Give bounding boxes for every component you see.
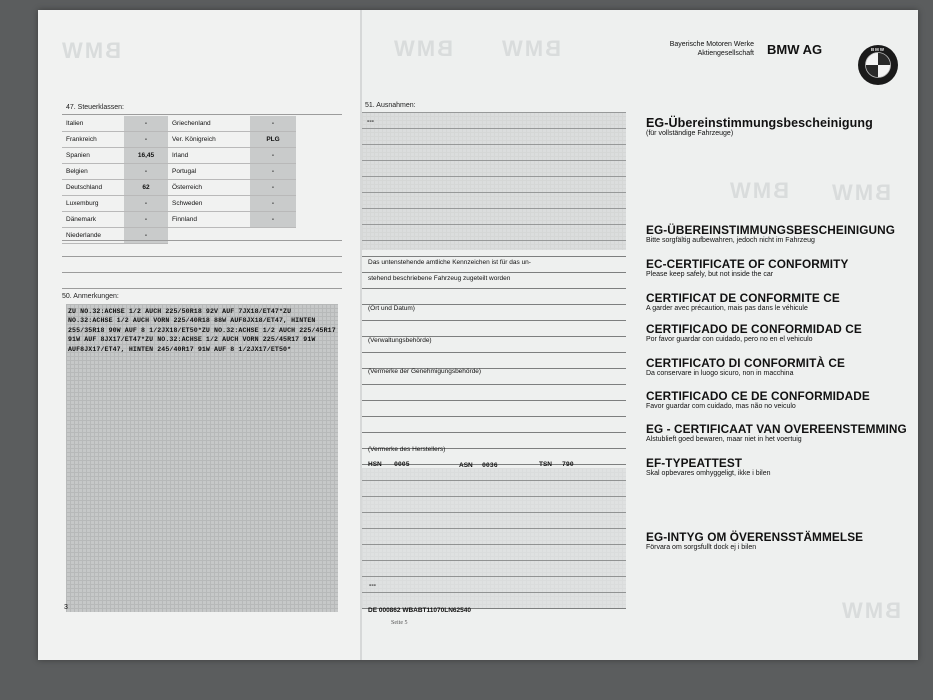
tax-row [62, 132, 296, 148]
watermark-text: BMW [840, 598, 901, 623]
remarks-section-label: 50. Anmerkungen: [62, 293, 119, 300]
certificate-entry [646, 223, 895, 244]
country-name [168, 228, 250, 244]
asn-value: 0036 [482, 462, 498, 469]
tax-value: - [250, 164, 296, 180]
right-page-label: Seite 5 [391, 620, 408, 626]
certificate-instruction: Please keep safely, but not inside the car [646, 271, 774, 278]
tax-value: 62 [124, 180, 168, 196]
registration-note-line-1: Das untenstehende amtliche Kennzeichen ist für das un- [368, 259, 531, 266]
country-name: Belgien [62, 164, 124, 180]
tax-row [62, 180, 296, 196]
brand-name: BMW AG [767, 42, 823, 57]
company-line-2: Aktiengesellschaft [697, 50, 754, 57]
tax-value: 16,45 [124, 148, 168, 164]
country-name: Ver. Königreich [168, 132, 250, 148]
divider [62, 288, 342, 289]
divider [62, 256, 342, 257]
tax-row [62, 228, 296, 244]
tax-value: - [124, 164, 168, 180]
ruled-line [362, 256, 626, 257]
watermark-text: BMW [830, 180, 891, 205]
main-certificate-title: EG-Übereinstimmungsbescheinigung [646, 116, 873, 130]
ruled-line [362, 352, 626, 353]
certificate-title: EC-CERTIFICATE OF CONFORMITY [646, 257, 849, 271]
watermark-text: BMW [392, 36, 453, 61]
country-name: Deutschland [62, 180, 124, 196]
country-name: Spanien [62, 148, 124, 164]
certificate-title: CERTIFICADO DE CONFORMIDAD CE [646, 322, 862, 336]
country-name: Irland [168, 148, 250, 164]
bmw-logo-icon [858, 45, 898, 85]
left-page-number: 3 [64, 604, 68, 611]
tax-value [250, 228, 296, 244]
country-name: Österreich [168, 180, 250, 196]
company-line-1: Bayerische Motoren Werke [669, 41, 754, 48]
main-certificate-heading [646, 116, 873, 137]
certificate-entry [646, 291, 840, 312]
certificate-instruction: Alstublieft goed bewaren, maar niet in het voertuig [646, 436, 802, 443]
tax-value: - [124, 132, 168, 148]
country-name: Portugal [168, 164, 250, 180]
certificate-title: EF-TYPEATTEST [646, 456, 743, 470]
bottom-dash: --- [369, 582, 376, 589]
approval-note-label: (Vermerke der Genehmigungsbehörde) [368, 368, 482, 375]
tax-value: - [250, 196, 296, 212]
svg-text:BMW: BMW [871, 47, 885, 53]
tsn-label: TSN [539, 461, 552, 468]
ruled-line [362, 416, 626, 417]
document-id: DE 000862 WBABT11070LN62540 [368, 607, 471, 614]
country-name: Italien [62, 116, 124, 132]
tax-value: - [124, 116, 168, 132]
watermark-text: BMW [728, 178, 789, 203]
ruled-line [362, 400, 626, 401]
tax-value: PLG [250, 132, 296, 148]
certificate-instruction: Skal opbevares omhyggeligt, ikke i bilen [646, 470, 771, 477]
certificate-instruction: A garder avec précaution, mais pas dans le véhicule [646, 305, 808, 312]
country-name: Frankreich [62, 132, 124, 148]
tax-row [62, 212, 296, 228]
country-name: Niederlande [62, 228, 124, 244]
certificate-title: CERTIFICADO CE DE CONFORMIDADE [646, 389, 870, 403]
tax-value: - [124, 196, 168, 212]
certificate-title: EG-INTYG OM ÖVERENSSTÄMMELSE [646, 530, 864, 544]
tax-row [62, 116, 296, 132]
certificate-entry [646, 356, 845, 377]
certificate-entry [646, 322, 862, 343]
ruled-line [362, 320, 626, 321]
certificate-title: CERTIFICATO DI CONFORMITÀ CE [646, 356, 845, 370]
ruled-line [362, 384, 626, 385]
certificate-instruction: Förvara om sorgsfullt dock ej i bilen [646, 544, 757, 551]
divider [62, 272, 342, 273]
tax-row [62, 148, 296, 164]
certificate-entry [646, 257, 848, 278]
tsn-value: 790 [562, 461, 574, 468]
manufacturer-shaded-area [362, 468, 626, 608]
certificate-entry [646, 456, 771, 477]
watermark-text: BMW [500, 36, 561, 61]
exceptions-dash: --- [367, 118, 374, 125]
exceptions-section-label: 51. Ausnahmen: [365, 102, 416, 109]
country-name: Finnland [168, 212, 250, 228]
country-name: Luxemburg [62, 196, 124, 212]
hsn-label: HSN [368, 461, 382, 468]
remarks-text: ZU NO.32:ACHSE 1/2 AUCH 225/50R18 92V AUF 7JX18/ET47*ZU NO.32:ACHSE 1/2 AUCH VORN 225/40R18 88W AUF8JX18/ET47, HINTEN 255/35R18 90W AUF 8 1/2JX18/ET50*ZU NO.32:ACHSE 1/2 AUCH 225/45R17 91W AUF 8JX17/ET47*ZU NO.32:ACHSE 1/2 AUCH VORN 225/45R17 91W AUF8JX17/ET47, HINTEN 245/40R17 91W AUF 8 1/2JX17/ET50* [68, 308, 336, 353]
ruled-line [362, 432, 626, 433]
country-name: Dänemark [62, 212, 124, 228]
exceptions-shaded-area [362, 112, 626, 250]
certificate-entry [646, 389, 870, 410]
certificate-title: EG - CERTIFICAAT VAN OVEREENSTEMMING [646, 422, 907, 436]
ruled-line [362, 272, 626, 273]
company-name [650, 40, 754, 58]
certificate-title: CERTIFICAT DE CONFORMITE CE [646, 291, 840, 305]
watermark-text: BMW [60, 38, 121, 63]
country-name: Schweden [168, 196, 250, 212]
tax-row [62, 196, 296, 212]
tax-value: - [250, 148, 296, 164]
main-certificate-subtitle: (für vollständige Fahrzeuge) [646, 130, 734, 137]
tax-section-label: 47. Steuerklassen: [66, 104, 124, 111]
tax-row [62, 164, 296, 180]
exceptions-box [362, 112, 626, 612]
tax-value: - [250, 212, 296, 228]
admin-authority-label: (Verwaltungsbehörde) [368, 337, 432, 344]
certificate-instruction: Bitte sorgfältig aufbewahren, jedoch nicht im Fahrzeug [646, 237, 815, 244]
tax-value: - [124, 228, 168, 244]
certificate-entry [646, 422, 907, 443]
divider [62, 240, 342, 241]
country-name: Griechenland [168, 116, 250, 132]
divider [62, 114, 342, 115]
registration-note-line-2: stehend beschriebene Fahrzeug zugeteilt worden [368, 275, 511, 282]
certificate-title: EG-ÜBEREINSTIMMUNGSBESCHEINIGUNG [646, 223, 895, 237]
certificate-instruction: Favor guardar com cuidado, mas não no veiculo [646, 403, 796, 410]
tax-value: - [250, 180, 296, 196]
place-date-label: (Ort und Datum) [368, 305, 415, 312]
tax-value: - [124, 212, 168, 228]
certificate-instruction: Da conservare in luogo sicuro, non in macchina [646, 370, 794, 377]
manufacturer-note-label: (Vermerke des Herstellers) [368, 446, 446, 453]
tax-classes-table [62, 116, 296, 244]
tax-value: - [250, 116, 296, 132]
certificate-entry [646, 530, 863, 551]
ruled-line [362, 288, 626, 289]
asn-label: ASN [459, 462, 473, 469]
hsn-value: 0005 [394, 461, 410, 468]
certificate-instruction: Por favor guardar con cuidado, pero no en el vehiculo [646, 336, 813, 343]
